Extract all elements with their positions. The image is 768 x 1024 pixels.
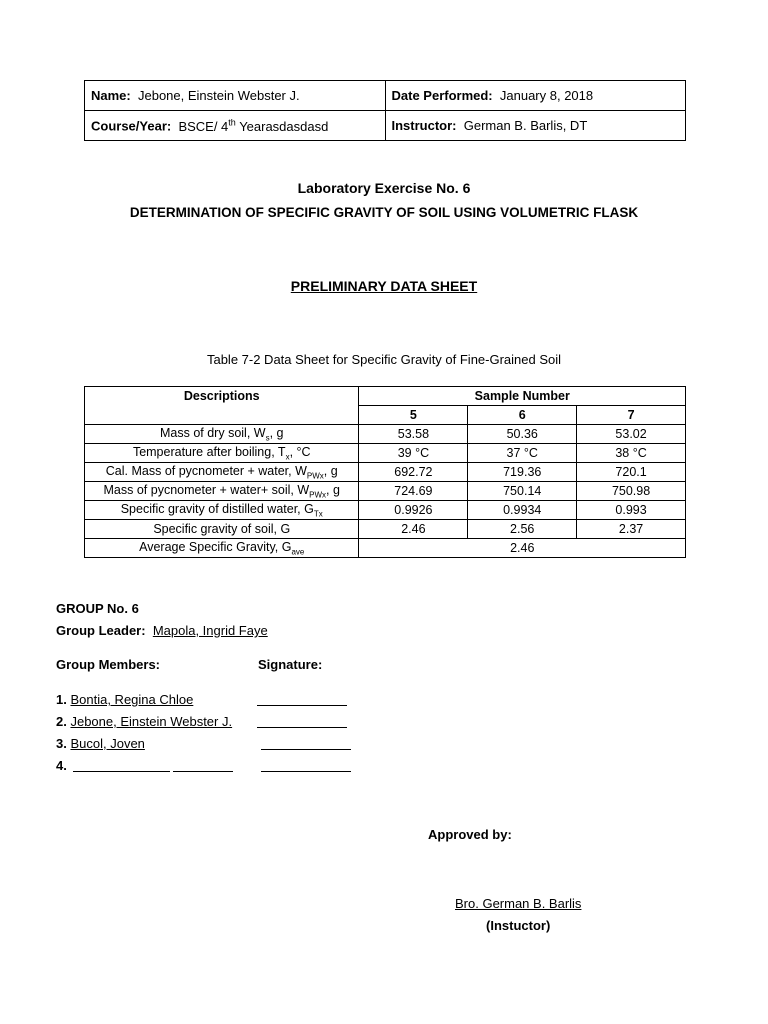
row-description: Cal. Mass of pycnometer + water, $W_{PWx}$, g <box>85 463 359 482</box>
row-value: 0.993 <box>577 501 686 520</box>
row-value: 724.69 <box>359 482 468 501</box>
member-name: Bontia, Regina Chloe <box>70 692 194 707</box>
approver-title: (Instuctor) <box>486 918 551 933</box>
signature-line <box>261 737 351 750</box>
row-value: 0.9926 <box>359 501 468 520</box>
table-caption: Table 7-2 Data Sheet for Specific Gravity of Fine-Grained Soil <box>206 352 562 367</box>
member-item: 1. Bontia, Regina Chloe <box>56 692 194 707</box>
main-title: DETERMINATION OF SPECIFIC GRAVITY OF SOIL USING VOLUMETRIC FLASK <box>129 205 639 220</box>
row-value: 750.98 <box>577 482 686 501</box>
descriptions-header: Descriptions <box>85 387 359 425</box>
info-table <box>84 80 686 141</box>
member-item: 2. Jebone, Einstein Webster J. <box>56 714 233 729</box>
row-value: 692.72 <box>359 463 468 482</box>
row-value: 720.1 <box>577 463 686 482</box>
signature-line <box>257 715 347 728</box>
signature-line <box>257 693 347 706</box>
signature-label: Signature: <box>258 657 323 672</box>
name-label: Name: <box>91 88 131 103</box>
average-value: 2.46 <box>359 539 686 558</box>
row-value: 2.37 <box>577 520 686 539</box>
sample-number-header: Sample Number <box>359 387 686 406</box>
row-value: 719.36 <box>468 463 577 482</box>
row-value: 53.02 <box>577 425 686 444</box>
member-name: Jebone, Einstein Webster J. <box>70 714 233 729</box>
average-description: Average Specific Gravity, $G_{ave}$ <box>85 539 359 558</box>
date-value: January 8, 2018 <box>499 88 594 103</box>
table-row <box>85 444 686 463</box>
table-header-row <box>85 387 686 406</box>
approver-name: Bro. German B. Barlis <box>455 896 582 911</box>
row-value: 38 °C <box>577 444 686 463</box>
member-item: 4. <box>56 758 67 773</box>
row-description: Mass of dry soil, $W_s$, g <box>85 425 359 444</box>
group-leader-name: Mapola, Ingrid Faye <box>152 623 268 638</box>
row-value: 53.58 <box>359 425 468 444</box>
instructor-label: Instructor: <box>391 118 457 133</box>
data-table <box>84 386 686 558</box>
member-name: Bucol, Joven <box>70 736 145 751</box>
course-label: Course/Year: <box>91 118 172 134</box>
member-item: 3. Bucol, Joven <box>56 736 145 751</box>
row-description: Specific gravity of distilled water, $G_{Tx}$ <box>85 501 359 520</box>
table-row <box>85 482 686 501</box>
row-description: Mass of pycnometer + water+ soil, $W_{PWx}$, g <box>85 482 359 501</box>
row-description: Specific gravity of soil, G <box>85 520 359 539</box>
instructor-cell <box>385 111 686 141</box>
table-row <box>85 501 686 520</box>
group-members-label: Group Members: <box>56 657 161 672</box>
date-label: Date Performed: <box>391 88 493 103</box>
row-value: 50.36 <box>468 425 577 444</box>
row-value: 37 °C <box>468 444 577 463</box>
name-blank-line <box>73 759 170 772</box>
approved-by-label: Approved by: <box>428 827 512 842</box>
group-leader: Group Leader: Mapola, Ingrid Faye <box>56 623 268 638</box>
row-value: 2.56 <box>468 520 577 539</box>
group-number: GROUP No. 6 <box>56 601 139 616</box>
course-value: BSCE/ 4th Yearasdasdasd <box>178 117 329 134</box>
sample-number: 5 <box>359 406 468 425</box>
name-value: Jebone, Einstein Webster J. <box>137 88 300 103</box>
row-description: Temperature after boiling, $T_x$, °C <box>85 444 359 463</box>
instructor-value: German B. Barlis, DT <box>463 118 588 133</box>
sample-number: 6 <box>468 406 577 425</box>
signature-line <box>261 759 351 772</box>
table-row <box>85 463 686 482</box>
row-value: 39 °C <box>359 444 468 463</box>
name-blank-line <box>173 759 233 772</box>
date-cell <box>385 81 686 111</box>
average-row <box>85 539 686 558</box>
sample-number: 7 <box>577 406 686 425</box>
name-cell <box>85 81 386 111</box>
course-cell <box>85 111 386 141</box>
table-row <box>85 520 686 539</box>
row-value: 0.9934 <box>468 501 577 520</box>
table-row <box>85 425 686 444</box>
row-value: 750.14 <box>468 482 577 501</box>
row-value: 2.46 <box>359 520 468 539</box>
exercise-title: Laboratory Exercise No. 6 <box>297 180 471 196</box>
section-title: PRELIMINARY DATA SHEET <box>290 278 478 294</box>
